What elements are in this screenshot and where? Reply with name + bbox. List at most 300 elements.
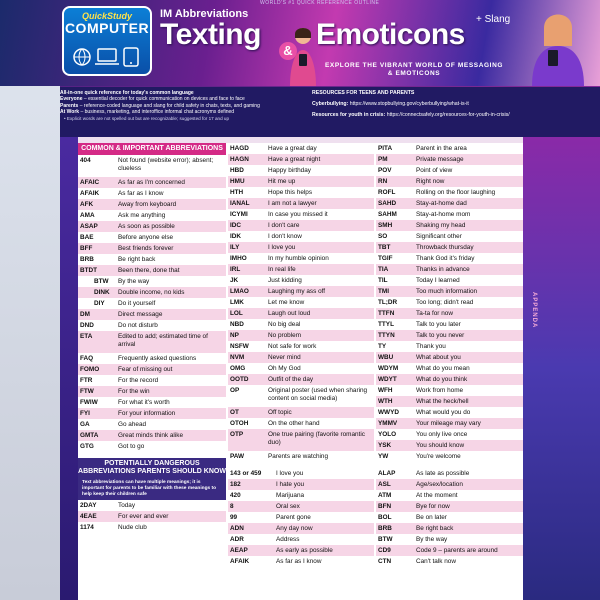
- table-row: [376, 352, 523, 363]
- crisis-link[interactable]: https://connectsafely.org/resources-for-youth-in-crisis/: [386, 112, 510, 118]
- table-row: [228, 523, 374, 534]
- abbreviation: TY: [378, 343, 387, 350]
- meaning: You should know: [416, 442, 465, 449]
- abbreviation: CTN: [378, 558, 392, 565]
- table-row: [376, 523, 523, 534]
- plus-slang-label: + Slang: [476, 14, 511, 25]
- intro-note: • Explicit words are not spelled out but are recognizable; suggested for 17 and up: [64, 115, 230, 121]
- abbreviation: DIY: [94, 300, 105, 307]
- meaning: Let me know: [268, 299, 305, 306]
- table-row: [376, 479, 523, 490]
- meaning: Be on later: [416, 514, 447, 521]
- abbreviation: TIL: [378, 277, 388, 284]
- meaning: Great minds think alike: [118, 432, 183, 439]
- table-row: [228, 490, 374, 501]
- abbreviation: TL;DR: [378, 299, 398, 306]
- table-row: [376, 286, 523, 297]
- table-row: [78, 364, 226, 375]
- meaning: In my humble opinion: [268, 255, 329, 262]
- table-row: [228, 418, 374, 429]
- cyberbullying-link[interactable]: https://www.stopbullying.gov/cyberbullying/what-is-it: [349, 101, 469, 107]
- abbreviation: ROFL: [378, 189, 396, 196]
- table-row: [228, 468, 374, 479]
- meaning: Best friends forever: [118, 245, 174, 252]
- abbreviation: FYI: [80, 410, 90, 417]
- table-row: [228, 429, 374, 451]
- meaning: What the heck/hell: [416, 398, 469, 405]
- abbreviation: TGIF: [378, 255, 393, 262]
- column-2-rows: [228, 143, 374, 462]
- meaning: Laughing my ass off: [268, 288, 326, 295]
- meaning: Hit me up: [268, 178, 296, 185]
- abbreviation: OMG: [230, 365, 246, 372]
- table-row: [78, 430, 226, 441]
- table-row: [78, 210, 226, 221]
- meaning: What do you think: [416, 376, 468, 383]
- table-row: [228, 220, 374, 231]
- table-row: [376, 187, 523, 198]
- meaning: Private message: [416, 156, 464, 163]
- table-row: [78, 287, 226, 298]
- table-row: [228, 374, 374, 385]
- abbreviation: YSK: [378, 442, 392, 449]
- abbreviation: YMMV: [378, 420, 398, 427]
- table-row: [78, 199, 226, 210]
- table-row: [376, 209, 523, 220]
- table-row: [228, 187, 374, 198]
- table-row: [228, 556, 374, 567]
- meaning: You only live once: [416, 431, 468, 438]
- abbreviation: BFF: [80, 245, 93, 252]
- table-row: [78, 408, 226, 419]
- meaning: I don't care: [268, 222, 300, 229]
- meaning: No big deal: [268, 321, 301, 328]
- table-row: [228, 286, 374, 297]
- intro-line-work: At Work – business, marketing, and interoffice informal chat acronyms defined: [60, 109, 235, 116]
- meaning: Can't talk now: [416, 558, 456, 565]
- abbreviation: IDK: [230, 233, 242, 240]
- meaning: Significant other: [416, 233, 462, 240]
- meaning: Talk to you later: [416, 321, 461, 328]
- abbreviation: TTFN: [378, 310, 395, 317]
- abbreviation: BTDT: [80, 267, 98, 274]
- table-row: [78, 221, 226, 232]
- abbreviation: BAE: [80, 234, 94, 241]
- meaning: Be right back: [416, 525, 454, 532]
- abbreviation: WDYT: [378, 376, 397, 383]
- abbreviation: 404: [80, 157, 91, 164]
- meaning: Parent gone: [276, 514, 311, 521]
- meaning: Address: [276, 536, 300, 543]
- meaning: I am not a lawyer: [268, 200, 317, 207]
- abbreviation: POV: [378, 167, 392, 174]
- table-row: [228, 545, 374, 556]
- cyberbullying-resource: Cyberbullying: https://www.stopbullying.gov/cyberbullying/what-is-it: [312, 101, 469, 107]
- meaning: You're welcome: [416, 453, 461, 460]
- meaning: Right now: [416, 178, 445, 185]
- meaning: Direct message: [118, 311, 163, 318]
- meaning: Go ahead: [118, 421, 147, 428]
- ampersand-badge: &: [279, 42, 297, 60]
- meaning: Marijuana: [276, 492, 305, 499]
- table-row: [228, 341, 374, 352]
- table-row: [376, 330, 523, 341]
- abbreviation: ADR: [230, 536, 244, 543]
- abbreviation: FTW: [80, 388, 94, 395]
- meaning: No problem: [268, 332, 302, 339]
- meaning: Outfit of the day: [268, 376, 314, 383]
- computer-icons: [72, 44, 144, 70]
- column-1-rows: [78, 155, 226, 452]
- table-row: [376, 374, 523, 385]
- abbreviation: 8: [230, 503, 234, 510]
- table-row: [78, 188, 226, 199]
- resources-heading: RESOURCES FOR TEENS AND PARENTS: [312, 90, 415, 96]
- table-row: [78, 298, 226, 309]
- title-emoticons: Emoticons: [316, 18, 465, 51]
- abbreviation: TIA: [378, 266, 389, 273]
- abbreviation: AEAP: [230, 547, 248, 554]
- abbreviation: TTYN: [378, 332, 395, 339]
- table-row: [228, 253, 374, 264]
- abbreviation: 143 or 459: [230, 470, 262, 477]
- abbreviation: RN: [378, 178, 388, 185]
- column-3: [376, 143, 523, 567]
- table-row: [376, 176, 523, 187]
- quickstudy-logo: [62, 6, 152, 76]
- abbreviation: ILY: [230, 244, 240, 251]
- meaning: I hate you: [276, 481, 305, 488]
- table-row: [376, 385, 523, 396]
- meaning: As late as possible: [416, 470, 470, 477]
- abbreviation: BFN: [378, 503, 392, 510]
- meaning: Oral sex: [276, 503, 300, 510]
- table-row: [376, 242, 523, 253]
- meaning: Fear of missing out: [118, 366, 173, 373]
- appenda-tab: APPENDA: [531, 291, 537, 329]
- meaning: As far as I'm concerned: [118, 179, 185, 186]
- meaning: Edited to add; estimated time of arrival: [118, 333, 208, 348]
- table-row: [228, 275, 374, 286]
- abbreviation: FAQ: [80, 355, 94, 362]
- meaning: Parent in the area: [416, 145, 467, 152]
- meaning: Point of view: [416, 167, 453, 174]
- table-row: [228, 264, 374, 275]
- meaning: Bye for now: [416, 503, 450, 510]
- section-common-heading: COMMON & IMPORTANT ABBREVIATIONS: [78, 143, 226, 155]
- meaning: Rolling on the floor laughing: [416, 189, 496, 196]
- table-row: [228, 143, 374, 154]
- logo-brand: QuickStudy: [81, 11, 132, 21]
- abbreviation: OOTD: [230, 376, 249, 383]
- table-row: [228, 330, 374, 341]
- meaning: Your mileage may vary: [416, 420, 481, 427]
- table-row: [376, 512, 523, 523]
- meaning: Talk to you never: [416, 332, 465, 339]
- abbreviation: WBU: [378, 354, 394, 361]
- table-row: [376, 418, 523, 429]
- abbreviation: 4EAE: [80, 513, 97, 520]
- table-row: [78, 254, 226, 265]
- table-row: [228, 363, 374, 374]
- abbreviation: ADN: [230, 525, 244, 532]
- meaning: Shaking my head: [416, 222, 466, 229]
- table-row: [376, 165, 523, 176]
- meaning: As early as possible: [276, 547, 333, 554]
- table-row: [376, 220, 523, 231]
- abbreviation: AFAIK: [80, 190, 100, 197]
- header-banner: [0, 0, 600, 86]
- world-note: WORLD'S #1 QUICK REFERENCE OUTLINE: [260, 0, 380, 6]
- table-row: [376, 231, 523, 242]
- abbreviation: AMA: [80, 212, 95, 219]
- meaning: I love you: [276, 470, 304, 477]
- abbreviation: YW: [378, 453, 389, 460]
- abbreviation: HTH: [230, 189, 244, 196]
- abbreviation: IRL: [230, 266, 241, 273]
- abbreviation: DND: [80, 322, 94, 329]
- meaning: Happy birthday: [268, 167, 311, 174]
- table-row: [78, 232, 226, 243]
- abbreviation: SAHD: [378, 200, 397, 207]
- right-decor-bar: [523, 137, 600, 600]
- table-row: [228, 319, 374, 330]
- abbreviation: DM: [80, 311, 90, 318]
- abbreviation: BTW: [378, 536, 393, 543]
- table-row: [78, 243, 226, 254]
- abbreviation: WWYD: [378, 409, 399, 416]
- abbreviation-table: [78, 143, 523, 600]
- abbreviation: LOL: [230, 310, 243, 317]
- table-row: [228, 479, 374, 490]
- abbreviation: OP: [230, 387, 240, 394]
- meaning: Do not disturb: [118, 322, 158, 329]
- column-3-rows: [376, 143, 523, 462]
- table-row: [78, 419, 226, 430]
- abbreviation: TTYL: [378, 321, 394, 328]
- abbreviation: HBD: [230, 167, 244, 174]
- resources-panel: [312, 90, 596, 119]
- table-row: [78, 397, 226, 408]
- meaning: Thanks in advance: [416, 266, 470, 273]
- table-row: [228, 209, 374, 220]
- meaning: At the moment: [416, 492, 458, 499]
- table-row: [228, 176, 374, 187]
- meaning: As far as I know: [276, 558, 322, 565]
- abbreviation: TMI: [378, 288, 390, 295]
- table-row: [78, 386, 226, 397]
- abbreviation: SAHM: [378, 211, 397, 218]
- meaning: Double income, no kids: [118, 289, 185, 296]
- meaning: By the way: [416, 536, 448, 543]
- crisis-resource: Resources for youth in crisis: https://connectsafely.org/resources-for-youth-in-crisis/: [312, 112, 510, 118]
- meaning: Code 9 – parents are around: [416, 547, 498, 554]
- table-row: [78, 511, 226, 522]
- abbreviation: BRB: [80, 256, 94, 263]
- abbreviation: GMTA: [80, 432, 99, 439]
- section-dangerous-heading: POTENTIALLY DANGEROUS ABBREVIATIONS PARENTS SHOULD KNOW: [78, 458, 226, 478]
- abbreviation: HMU: [230, 178, 245, 185]
- abbreviation: ASAP: [80, 223, 98, 230]
- table-row: [376, 198, 523, 209]
- meaning: I love you: [268, 244, 296, 251]
- meaning: What do you mean: [416, 365, 470, 372]
- meaning: Never mind: [268, 354, 301, 361]
- abbreviation: YOLO: [378, 431, 397, 438]
- abbreviation: BRB: [378, 525, 392, 532]
- abbreviation: AFK: [80, 201, 94, 208]
- table-row: [78, 353, 226, 364]
- meaning: Throwback thursday: [416, 244, 474, 251]
- table-row: [376, 545, 523, 556]
- abbreviation: IANAL: [230, 200, 250, 207]
- meaning: Stay-at-home dad: [416, 200, 467, 207]
- table-row: [376, 468, 523, 479]
- meaning: Been there, done that: [118, 267, 180, 274]
- abbreviation: AFAIK: [230, 558, 250, 565]
- intro-description: [60, 90, 310, 122]
- meaning: Laugh out loud: [268, 310, 311, 317]
- meaning: Do it yourself: [118, 300, 156, 307]
- abbreviation: 99: [230, 514, 238, 521]
- meaning: Nude club: [118, 524, 147, 531]
- abbreviation: WDYM: [378, 365, 399, 372]
- table-row: [376, 396, 523, 407]
- abbreviation: NBD: [230, 321, 244, 328]
- meaning: Frequently asked questions: [118, 355, 197, 362]
- table-row: [376, 253, 523, 264]
- logo-title: COMPUTER: [64, 20, 150, 36]
- table-row: [78, 522, 226, 533]
- table-row: [228, 165, 374, 176]
- table-row: [228, 198, 374, 209]
- abbreviation: GTG: [80, 443, 94, 450]
- table-row: [78, 155, 226, 177]
- abbreviation: PAW: [230, 453, 245, 460]
- table-row: [228, 297, 374, 308]
- abbreviation: ASL: [378, 481, 391, 488]
- meaning: Too much information: [416, 288, 478, 295]
- table-row: [376, 501, 523, 512]
- column-1: [78, 143, 226, 533]
- left-margin: [0, 0, 60, 600]
- abbreviation: 1174: [80, 524, 94, 531]
- meaning: Age/sex/location: [416, 481, 463, 488]
- abbreviation: BOL: [378, 514, 392, 521]
- table-row: [376, 451, 523, 462]
- table-row: [78, 276, 226, 287]
- table-row: [376, 556, 523, 567]
- column-3b-rows: [376, 468, 523, 567]
- abbreviation: FOMO: [80, 366, 100, 373]
- table-row: [228, 512, 374, 523]
- meaning: What would you do: [416, 409, 471, 416]
- meaning: What about you: [416, 354, 461, 361]
- table-row: [228, 534, 374, 545]
- abbreviation: SMH: [378, 222, 393, 229]
- meaning: As far as I know: [118, 190, 164, 197]
- abbreviation: AFAIC: [80, 179, 100, 186]
- abbreviation: ETA: [80, 333, 93, 340]
- abbreviation: NSFW: [230, 343, 249, 350]
- meaning: Before anyone else: [118, 234, 174, 241]
- abbreviation: HAGD: [230, 145, 249, 152]
- abbreviation: ALAP: [378, 470, 396, 477]
- woman-phone-illustration: [528, 6, 588, 86]
- abbreviation: PM: [378, 156, 388, 163]
- meaning: Today: [118, 502, 136, 509]
- table-row: [376, 319, 523, 330]
- abbreviation: HAGN: [230, 156, 249, 163]
- table-row: [228, 308, 374, 319]
- table-row: [376, 308, 523, 319]
- abbreviation: ATM: [378, 492, 392, 499]
- left-decor-bar: [60, 137, 78, 600]
- meaning: For ever and ever: [118, 513, 169, 520]
- abbreviation: JK: [230, 277, 239, 284]
- table-row: [376, 534, 523, 545]
- abbreviation: ICYMI: [230, 211, 248, 218]
- table-row: [78, 375, 226, 386]
- column-1b-rows: [78, 500, 226, 533]
- meaning: Away from keyboard: [118, 201, 177, 208]
- intro-band: [60, 87, 600, 137]
- table-row: [376, 275, 523, 286]
- table-row: [228, 154, 374, 165]
- table-row: [78, 500, 226, 511]
- series-label: IM Abbreviations: [160, 8, 249, 20]
- abbreviation: OTP: [230, 431, 244, 438]
- meaning: For your information: [118, 410, 176, 417]
- table-row: [78, 331, 226, 353]
- abbreviation: PITA: [378, 145, 393, 152]
- meaning: Ask me anything: [118, 212, 166, 219]
- abbreviation: TBT: [378, 244, 391, 251]
- table-row: [228, 501, 374, 512]
- abbreviation: 182: [230, 481, 241, 488]
- table-row: [376, 490, 523, 501]
- meaning: In real life: [268, 266, 296, 273]
- meaning: For the win: [118, 388, 150, 395]
- meaning: Hope this helps: [268, 189, 313, 196]
- meaning: By the way: [118, 278, 150, 285]
- meaning: Not safe for work: [268, 343, 317, 350]
- abbreviation: FWIW: [80, 399, 98, 406]
- abbreviation: GA: [80, 421, 90, 428]
- abbreviation: FTR: [80, 377, 93, 384]
- table-row: [376, 407, 523, 418]
- abbreviation: WFH: [378, 387, 393, 394]
- table-row: [376, 440, 523, 451]
- meaning: Have a great day: [268, 145, 317, 152]
- abbreviation: LMAO: [230, 288, 249, 295]
- meaning: For what it's worth: [118, 399, 170, 406]
- meaning: On the other hand: [268, 420, 320, 427]
- abbreviation: IMHO: [230, 255, 247, 262]
- column-2b-rows: [228, 468, 374, 567]
- abbreviation: LMK: [230, 299, 244, 306]
- table-row: [78, 177, 226, 188]
- meaning: Just kidding: [268, 277, 302, 284]
- meaning: Thank you: [416, 343, 446, 350]
- table-row: [78, 309, 226, 320]
- abbreviation: OT: [230, 409, 239, 416]
- subtitle: EXPLORE THE VIBRANT WORLD OF MESSAGING & EMOTICONS: [324, 62, 504, 77]
- intro-line-parents: Parents – reference-coded language and slang for child safety in chats, texts, and gaming: [60, 102, 260, 109]
- abbreviation: BTW: [94, 278, 109, 285]
- meaning: I don't know: [268, 233, 302, 240]
- table-row: [376, 143, 523, 154]
